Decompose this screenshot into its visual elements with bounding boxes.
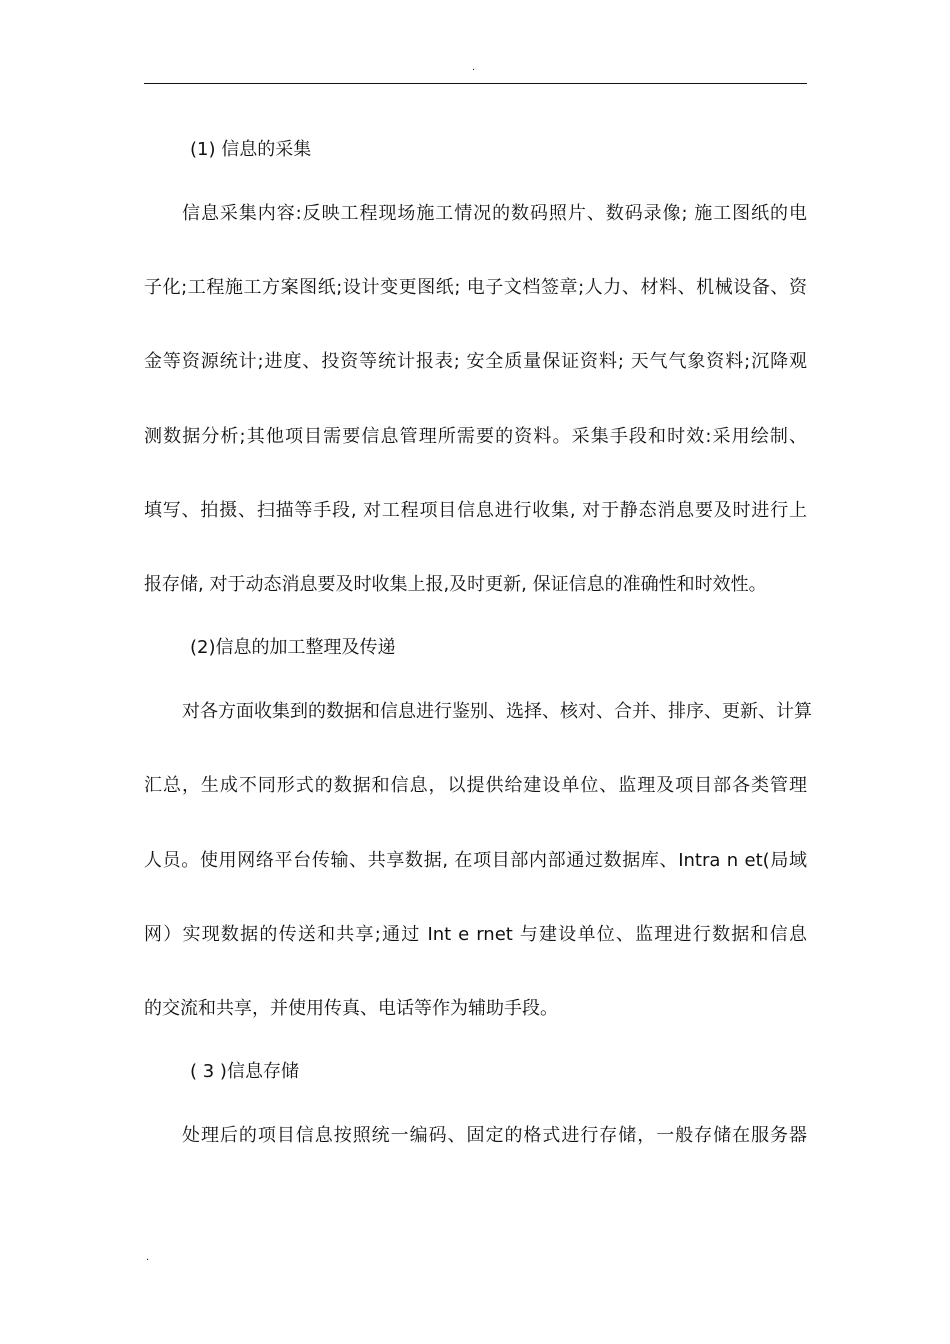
paragraph-line: 对各方面收集到的数据和信息进行鉴别、选择、核对、合并、排序、更新、计算 — [182, 701, 812, 722]
section-heading-1: (1) 信息的采集 — [190, 139, 312, 160]
paragraph-line: 信息采集内容:反映工程现场施工情况的数码照片、数码录像; 施工图纸的电 — [182, 203, 807, 224]
paragraph-line: 网）实现数据的传送和共享;通过 Int e rnet 与建设单位、监理进行数据和信息 — [144, 924, 807, 945]
header-mark: . — [472, 62, 476, 73]
footer-mark: . — [146, 1252, 150, 1263]
paragraph-line: 金等资源统计;进度、投资等统计报表; 安全质量保证资料; 天气气象资料;沉降观 — [144, 351, 807, 372]
header-rule — [144, 83, 807, 84]
section-heading-3: ( 3 )信息存储 — [190, 1061, 299, 1082]
paragraph-line: 人员。使用网络平台传输、共享数据, 在项目部内部通过数据库、Intra n et(局域 — [144, 850, 807, 871]
paragraph-line: 汇总，生成不同形式的数据和信息，以提供给建设单位、监理及项目部各类管理 — [144, 775, 807, 796]
paragraph-line: 报存储, 对于动态消息要及时收集上报,及时更新, 保证信息的准确性和时效性。 — [144, 574, 767, 595]
paragraph-line: 填写、拍摄、扫描等手段, 对工程项目信息进行收集, 对于静态消息要及时进行上 — [144, 500, 807, 521]
section-heading-2: (2)信息的加工整理及传递 — [190, 637, 396, 658]
paragraph-line: 处理后的项目信息按照统一编码、固定的格式进行存储，一般存储在服务器 — [182, 1125, 807, 1146]
paragraph-line: 的交流和共享，并使用传真、电话等作为辅助手段。 — [144, 998, 558, 1019]
paragraph-line: 子化;工程施工方案图纸;设计变更图纸; 电子文档签章;人力、材料、机械设备、资 — [144, 277, 807, 298]
paragraph-line: 测数据分析;其他项目需要信息管理所需要的资料。采集手段和时效:采用绘制、 — [144, 426, 807, 447]
